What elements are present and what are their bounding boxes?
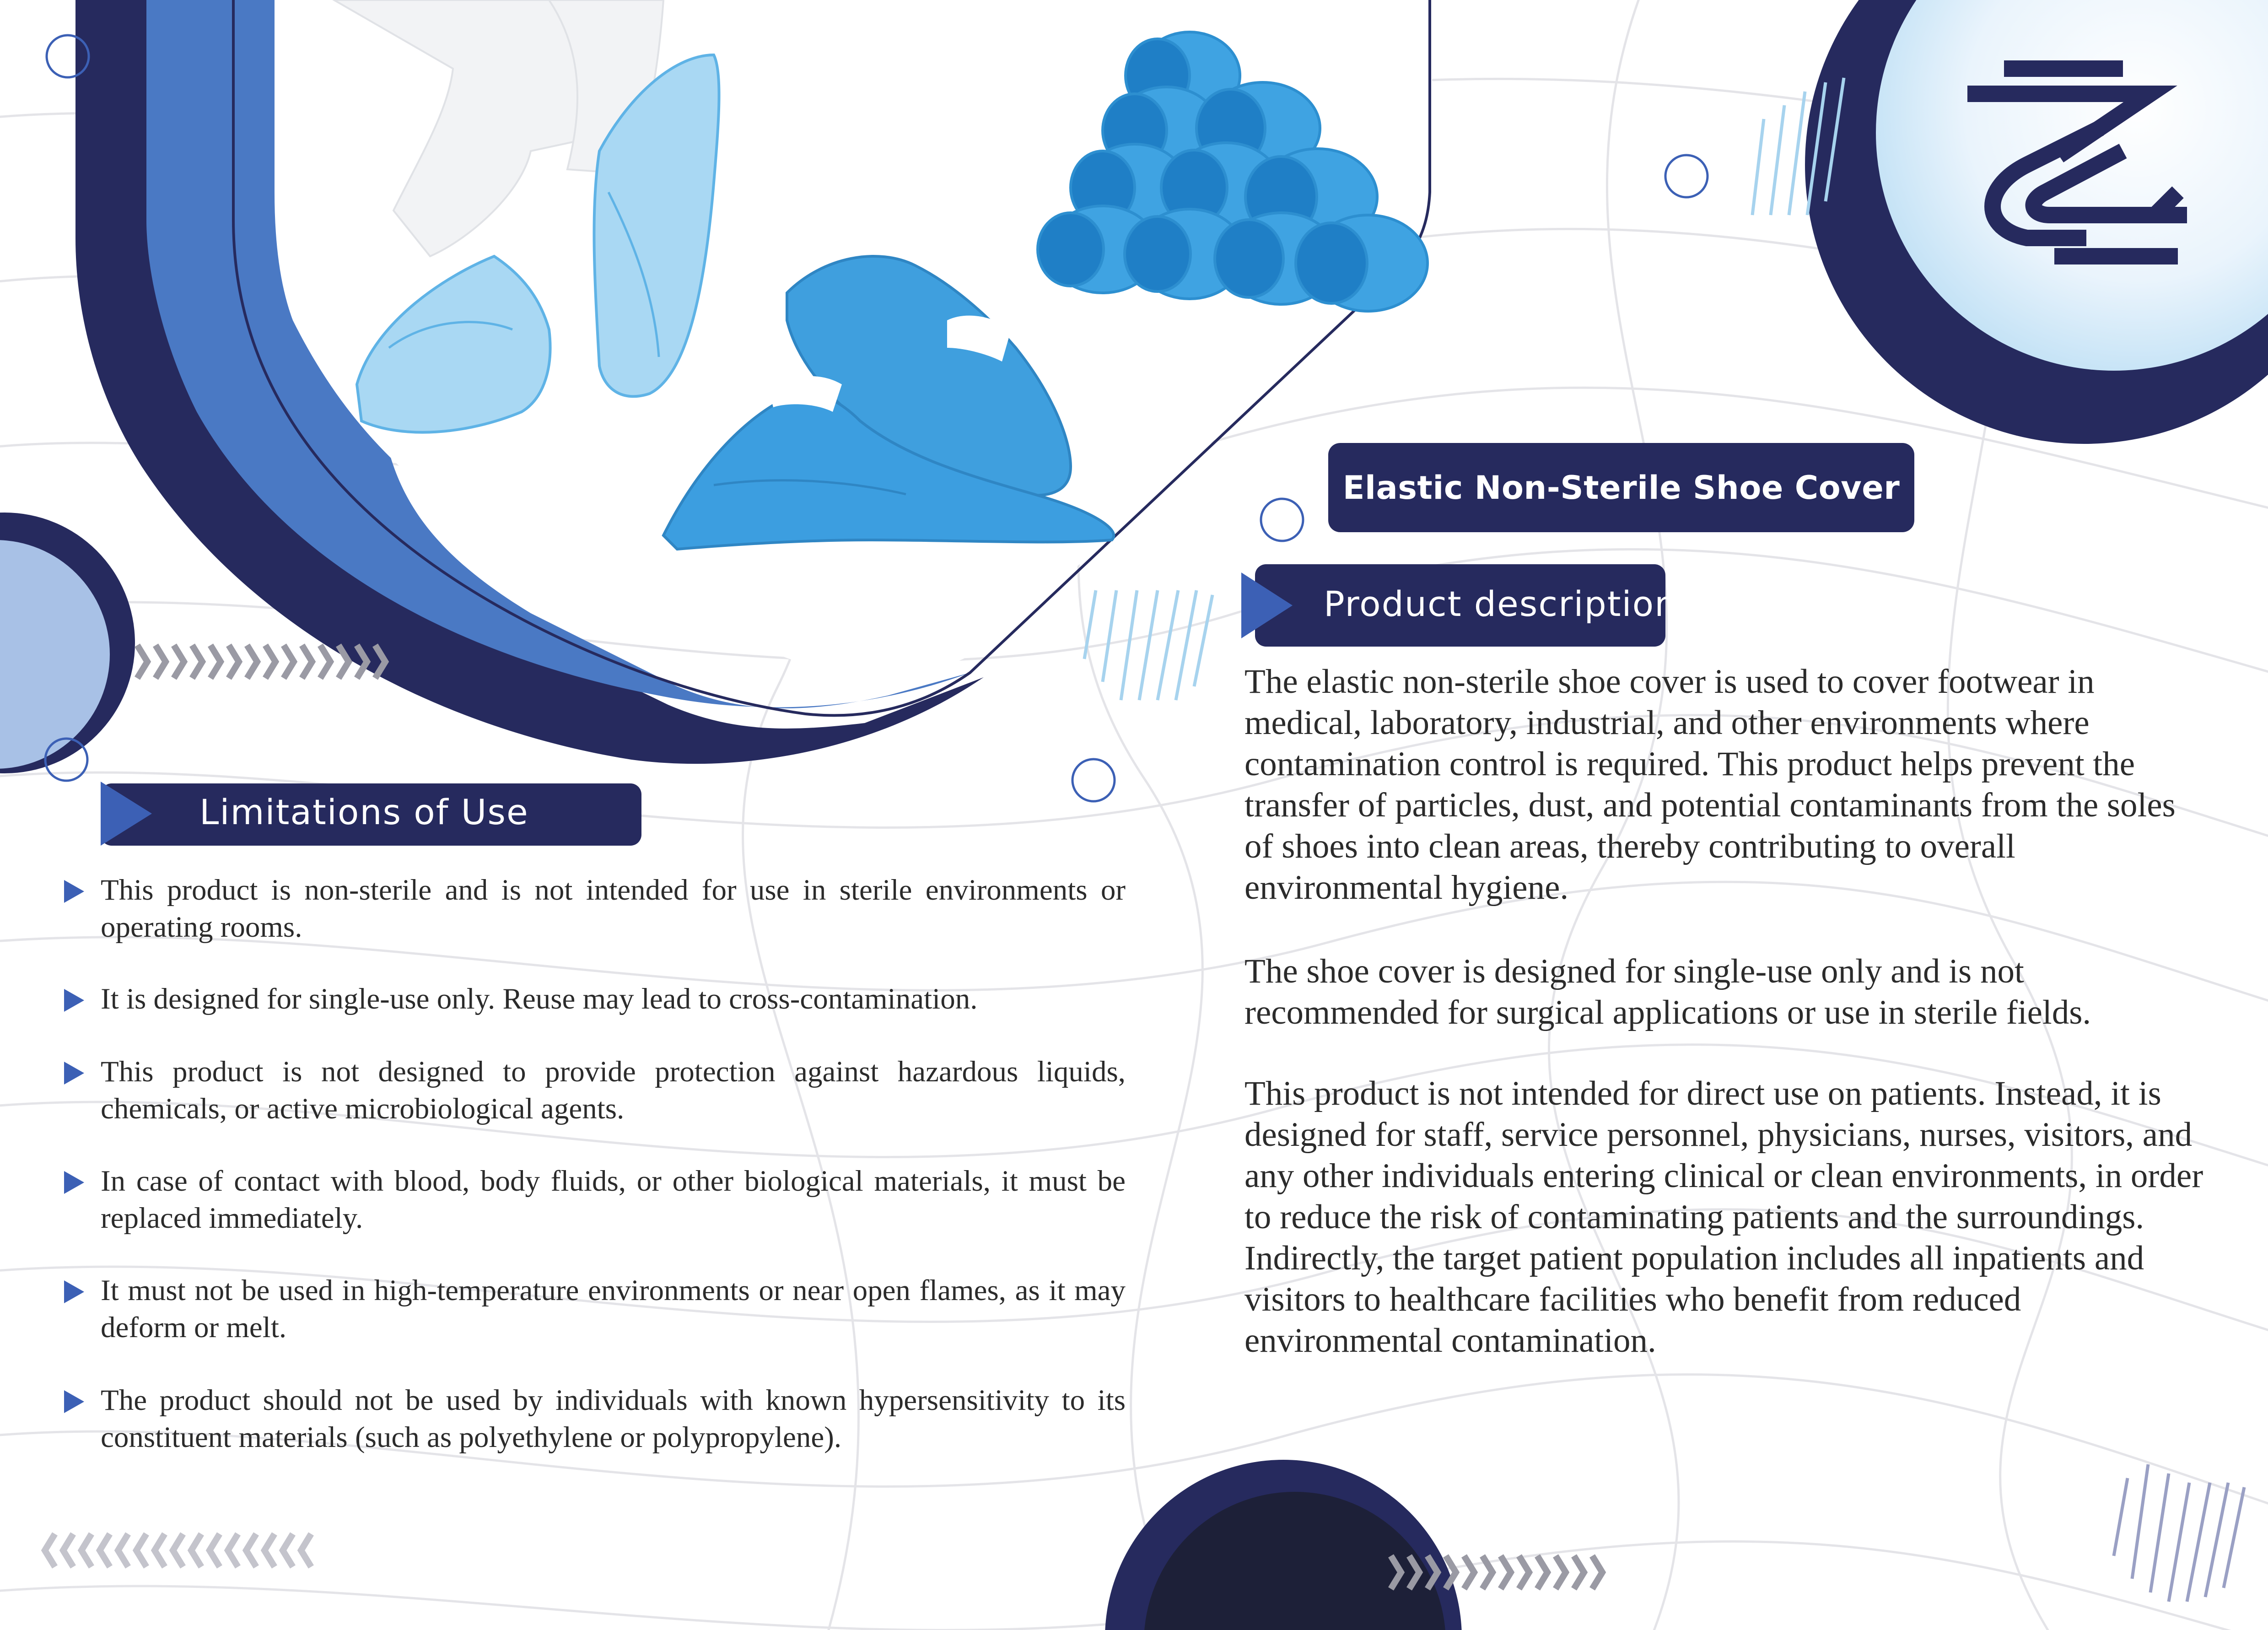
limitation-text: In case of contact with blood, body fluids, or other biological materials, it must be replaced immediately. — [101, 1165, 1126, 1235]
limitation-text: It is designed for single-use only. Reuse may lead to cross-contamination. — [101, 982, 978, 1015]
limitations-heading-badge — [101, 783, 641, 846]
triangle-bullet-icon — [64, 1390, 84, 1413]
product-description-heading: Product description — [1324, 583, 1678, 624]
triangle-bullet-icon — [64, 880, 84, 903]
arrow-right-icon — [1241, 572, 1293, 638]
triangle-bullet-icon — [64, 1171, 84, 1194]
description-paragraph: The shoe cover is designed for single-use only and is not recommended for surgical applications or use in sterile fields. — [1244, 952, 2091, 1031]
product-title: Elastic Non-Sterile Shoe Cover — [1342, 469, 1900, 507]
limitations-heading: Limitations of Use — [199, 792, 529, 832]
triangle-bullet-icon — [64, 1062, 84, 1085]
product-title-badge — [1328, 443, 1914, 532]
limitation-text: It must not be used in high-temperature environments or near open flames, as it may deform or melt. — [101, 1274, 1126, 1344]
limitation-text: This product is non-sterile and is not intended for use in sterile environments or operating rooms. — [101, 874, 1126, 944]
limitation-text: The product should not be used by individuals with known hypersensitivity to its constituent materials (such as polyethylene or polypropylene). — [101, 1384, 1126, 1454]
description-paragraph: This product is not intended for direct use on patients. Instead, it is designed for staff, service personnel, physicians, nurses, visitors, and any other individuals entering clinical or clean environments, in order to reduce the risk of contaminating patients and the surroundings. Indirectly, the target patient population includes all inpatients and visitors to healthcare facilities who benefit from reduced environmental contamination. — [1244, 1074, 2203, 1360]
limitation-text: This product is not designed to provide protection against hazardous liquids, chemicals, or active microbiological agents. — [101, 1055, 1126, 1125]
product-description-heading-badge — [1255, 564, 1678, 647]
description-paragraph: The elastic non-sterile shoe cover is used to cover footwear in medical, laboratory, industrial, and other environments where contamination control is required. This product helps prevent the transfer of particles, dust, and potential contaminants from the soles of shoes into clean areas, thereby contributing to overall environmental hygiene. — [1244, 663, 2176, 907]
triangle-bullet-icon — [64, 989, 84, 1012]
arrow-right-icon — [101, 782, 152, 846]
triangle-bullet-icon — [64, 1280, 84, 1303]
